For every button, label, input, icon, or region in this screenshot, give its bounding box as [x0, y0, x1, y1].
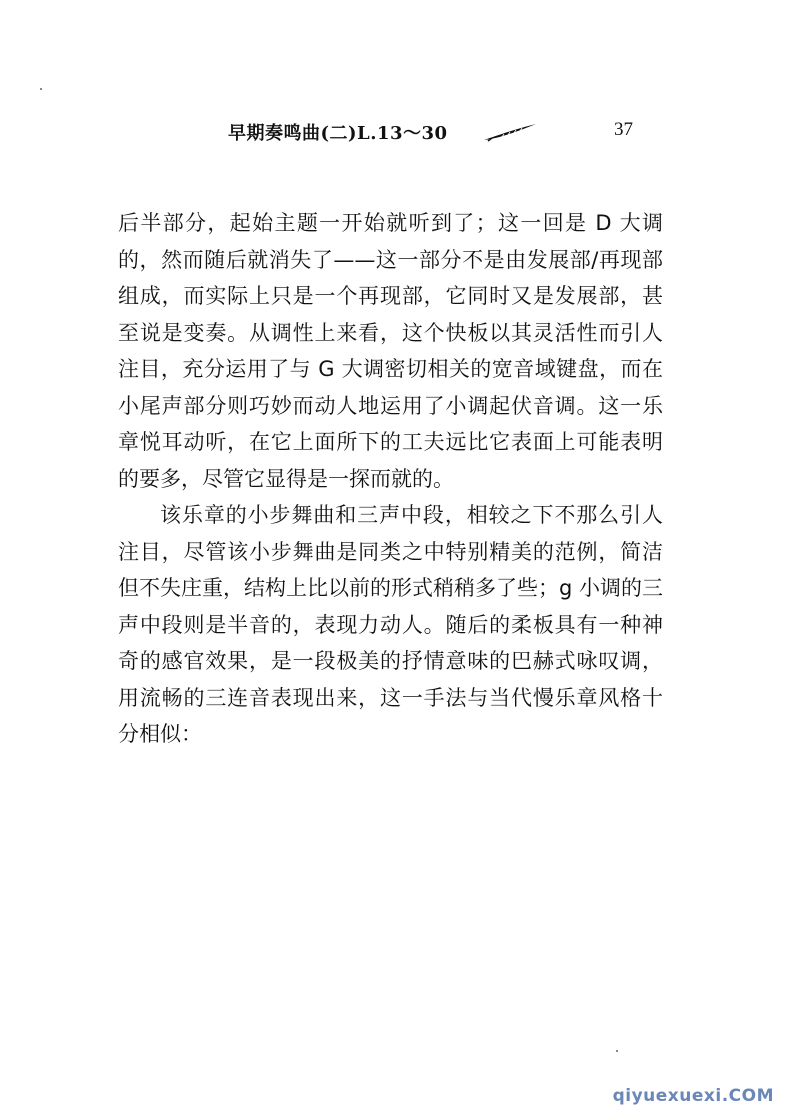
running-header — [228, 117, 538, 147]
body-text — [118, 205, 663, 753]
chapter-title: 早期奏鸣曲(二)L.13～30 — [228, 123, 448, 144]
paragraph-1: 后半部分，起始主题一开始就听到了；这一回是 D 大调的，然而随后就消失了——这一部分不是由发展部/再现部组成，而实际上只是一个再现部，它同时又是发展部，甚至说是变奏。从调性上来看，这个快板以其灵活性而引人注目，充分运用了与 G 大调密切相关的宽音域键盘，而在小尾声部分则巧妙而动人地运用了小调起伏音调。这一乐章悦耳动听，在它上面所下的工夫远比它表面上可能表明的要多，尽管它显得是一探而就的。 — [118, 211, 663, 491]
scan-speck — [40, 88, 42, 90]
scan-speck — [616, 1050, 618, 1052]
quill-pen-icon — [482, 122, 538, 142]
page-number: 37 — [614, 119, 633, 140]
site-watermark: qiyuexuexi.COM — [612, 1086, 774, 1106]
paragraph-2: 该乐章的小步舞曲和三声中段，相较之下不那么引人注目，尽管该小步舞曲是同类之中特别精美的范例，简洁但不失庄重，结构上比以前的形式稍稍多了些；g 小调的三声中段则是半音的，表现力动人。随后的柔板具有一种神奇的感官效果，是一段极美的抒情意味的巴赫式咏叹调，用流畅的三连音表现出来，这一手法与当代慢乐章风格十分相似： — [118, 503, 664, 746]
